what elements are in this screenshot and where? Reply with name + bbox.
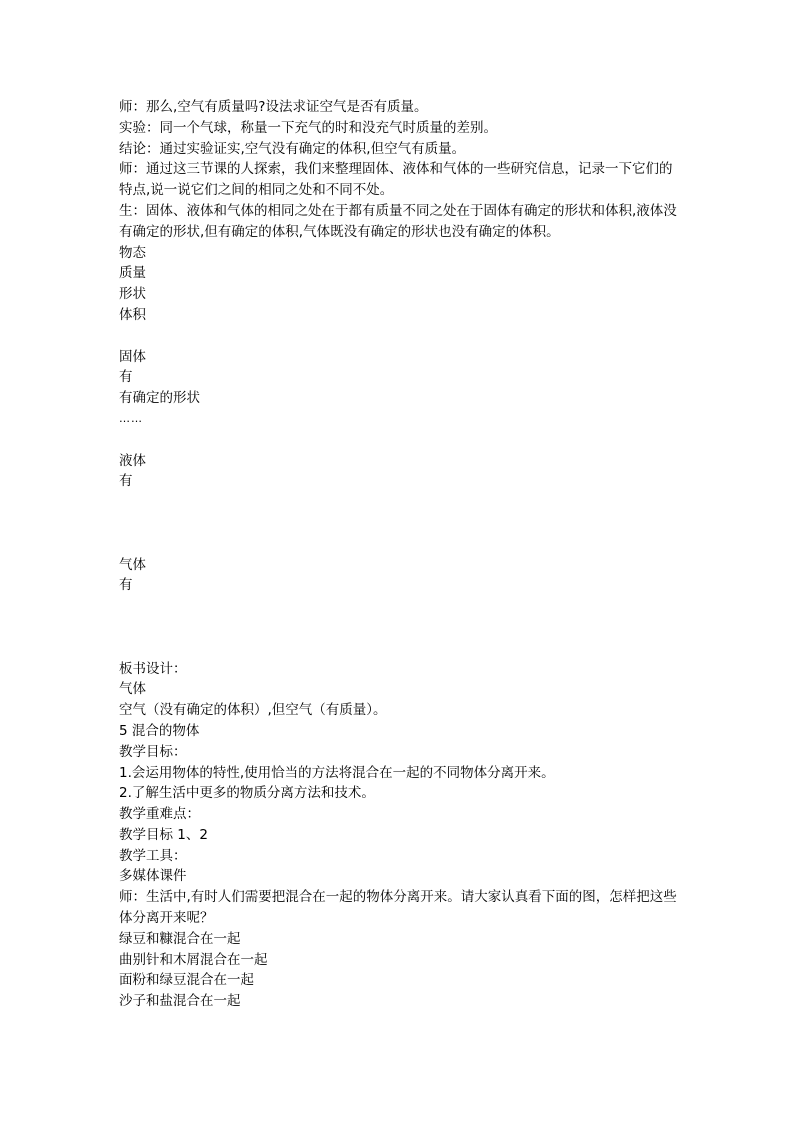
board-design-section <box>119 659 679 721</box>
goals-label: 教学目标： <box>119 743 187 760</box>
gas-mass: 有 <box>119 577 133 594</box>
section-spacer <box>119 596 679 658</box>
lesson-title: 5 混合的物体 <box>119 722 200 739</box>
tools-label: 教学工具： <box>119 847 187 864</box>
document-body <box>119 97 679 1012</box>
solid-volume: …… <box>119 411 143 425</box>
gas-state: 气体 <box>119 556 146 573</box>
table-row-solid <box>119 347 679 430</box>
liquid-state: 液体 <box>119 452 146 469</box>
mixture-item-2: 曲别针和木屑混合在一起 <box>119 951 268 968</box>
mixture-item-3: 面粉和绿豆混合在一起 <box>119 972 254 989</box>
header-mass: 质量 <box>119 265 146 282</box>
experiment-line: 实验：同一个气球，称量一下充气的时和没充气时质量的差别。 <box>119 119 497 136</box>
teacher-prompt-paragraph: 师：生活中,有时人们需要把混合在一起的物体分离开来。请大家认真看下面的图，怎样把这些体分离开来呢？ <box>119 889 677 927</box>
board-title: 板书设计： <box>119 660 187 677</box>
lesson-5-section <box>119 721 679 1012</box>
tools-value: 多媒体课件 <box>119 868 187 885</box>
key-points-label: 教学重难点： <box>119 806 200 823</box>
solid-shape: 有确定的形状 <box>119 390 200 407</box>
table-row-gas <box>119 555 679 597</box>
liquid-mass: 有 <box>119 473 133 490</box>
table-spacer <box>119 326 679 347</box>
table-spacer <box>119 492 679 554</box>
key-points-value: 教学目标 1、2 <box>119 826 208 843</box>
table-row-liquid <box>119 451 679 493</box>
table-spacer <box>119 430 679 451</box>
conclusion-line: 结论：通过实验证实,空气没有确定的体积,但空气有质量。 <box>119 140 466 157</box>
mixture-item-4: 沙子和盐混合在一起 <box>119 993 241 1010</box>
solid-mass: 有 <box>119 369 133 386</box>
header-shape: 形状 <box>119 286 146 303</box>
table-header-column <box>119 243 679 326</box>
student-answer-paragraph: 生：固体、液体和气体的相同之处在于都有质量不同之处在于固体有确定的形状和体积,液体没有确定的形状,但有确定的体积,气体既没有确定的形状也没有确定的体积。 <box>119 202 677 240</box>
teacher-summary-paragraph: 师：通过这三节课的人探索，我们来整理固体、液体和气体的一些研究信息，记录一下它们的特点,说一说它们之间的相同之处和不同不处。 <box>119 161 673 199</box>
solid-state: 固体 <box>119 348 146 365</box>
comparison-table <box>119 243 679 597</box>
goal-1: 1.会运用物体的特性,使用恰当的方法将混合在一起的不同物体分离开来。 <box>119 764 555 781</box>
mixture-item-1: 绿豆和糠混合在一起 <box>119 930 241 947</box>
header-volume: 体积 <box>119 306 146 323</box>
board-summary: 空气（没有确定的体积）,但空气（有质量）。 <box>119 702 387 719</box>
goal-2: 2.了解生活中更多的物质分离方法和技术。 <box>119 785 375 802</box>
board-subject: 气体 <box>119 681 146 698</box>
header-state: 物态 <box>119 244 146 261</box>
teacher-question-line: 师：那么,空气有质量吗?设法求证空气是否有质量。 <box>119 99 428 115</box>
